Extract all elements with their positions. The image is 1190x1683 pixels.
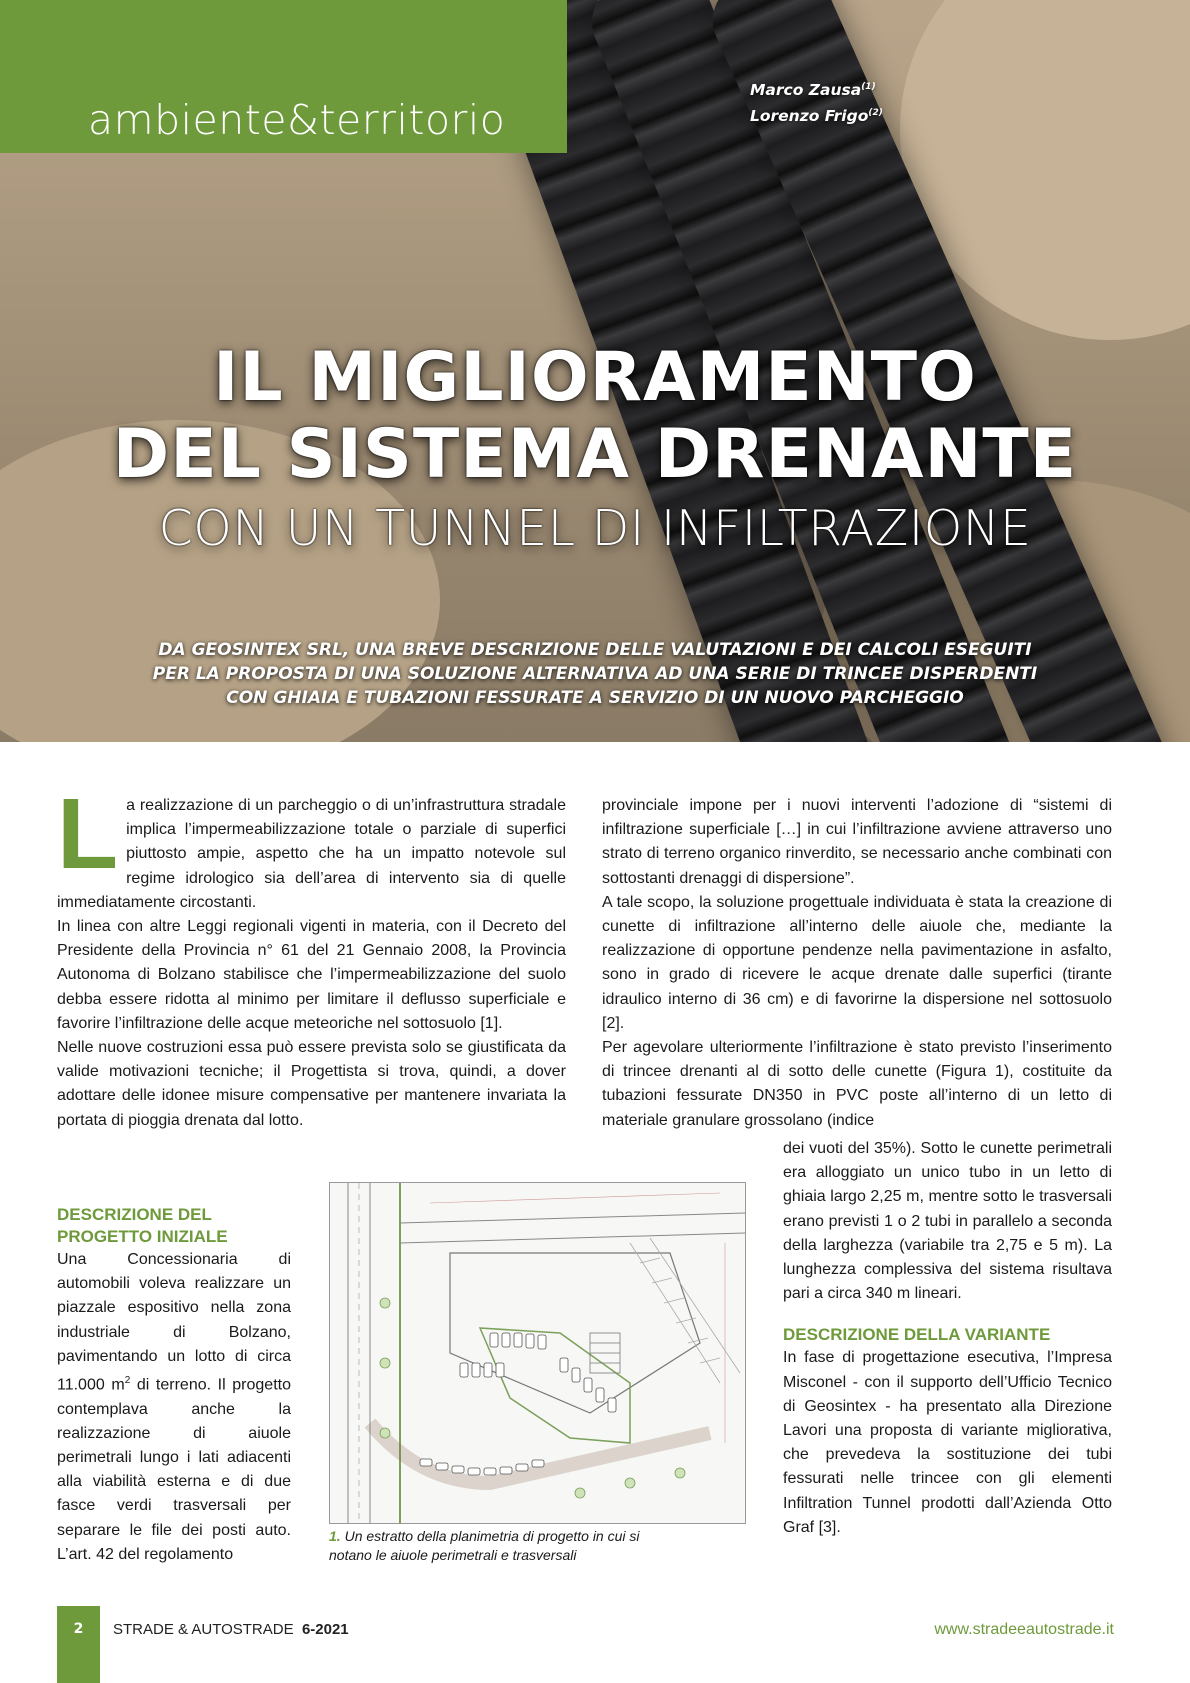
section-heading: DESCRIZIONE DEL PROGETTO INIZIALE <box>57 1205 228 1246</box>
magazine-name: STRADE & AUTOSTRADE 6-2021 <box>113 1621 349 1638</box>
article-column-1 <box>57 778 566 1133</box>
article-column-1-narrow <box>57 1204 291 1567</box>
drop-cap: L <box>57 778 119 890</box>
paragraph: In fase di progettazione esecutiva, l’Impresa Misconel - con il supporto dell’Ufficio Tecnico di Geosintex - ha presentato alla Direzione Lavori una proposta di variante migliorativa, che prevedeva la sostituzione dei tubi fessurati nelle trincee con gli elementi Infiltration Tunnel prodotti dall’Azienda Otto Graf [3]. <box>783 1349 1112 1536</box>
section-name: ambiente&territorio <box>88 96 506 144</box>
article-column-2 <box>602 794 1112 1133</box>
figure-caption: 1. Un estratto della planimetria di progetto in cui si notano le aiuole perimetrali e trasversali <box>329 1528 640 1563</box>
title-line-3: CON UN TUNNEL DI INFILTRAZIONE <box>158 500 1032 557</box>
hero-photo <box>0 0 1190 742</box>
site-plan-figure <box>329 1182 746 1524</box>
website-link[interactable]: www.stradeeautostrade.it <box>934 1621 1114 1638</box>
page-number: 2 <box>73 1621 84 1637</box>
paragraph: a realizzazione di un parcheggio o di un’infrastruttura stradale implica l’impermeabilizzazione totale o parziale di superfici piuttosto ampie, aspetto che ha un impatto notevole sul regime idrologico sia dell’area di intervento sia di quelle immediatamente circostanti. <box>57 797 566 911</box>
paragraph: In linea con altre Leggi regionali vigenti in materia, con il Decreto del Presidente della Provincia n° 61 del 21 Gennaio 2008, la Provincia Autonoma di Bolzano stabilisce che l’impermeabilizzazione del suolo debba essere ridotta al minimo per limitare il deflusso superficiale e favorire l’infiltrazione delle acque meteoriche nel sottosuolo [1]. <box>57 918 566 1032</box>
author: Marco Zausa$^{(1)}$ <box>750 81 876 100</box>
authors <box>750 76 883 128</box>
lead-paragraph: DA GEOSINTEX SRL, UNA BREVE DESCRIZIONE DELLE VALUTAZIONI E DEI CALCOLI ESEGUITI PER LA PROPOSTA DI UNA SOLUZIONE ALTERNATIVA AD UNA SERIE DI TRINCEE DISPERDENTI CON GHIAIA E TUBAZIONI FESSURATE A SERVIZIO DI UN NUOVO PARCHEGGIO <box>152 640 1038 708</box>
paragraph: A tale scopo, la soluzione progettuale individuata è stata la creazione di cunette di infiltrazione all’interno delle aiuole che, mediante la realizzazione di opportune pendenze nella pavimentazione in asfalto, sono in grado di ricevere le acque drenate dalle superfici (tirante idraulico interno di 36 cm) e di favorirne la dispersione nel sottosuolo [2]. <box>602 893 1112 1032</box>
article-column-3 <box>783 1137 1112 1540</box>
title-line-1: IL MIGLIORAMENTO <box>213 338 977 417</box>
author: Lorenzo Frigo$^{(2)}$ <box>750 107 883 126</box>
paragraph: provinciale impone per i nuovi interventi l’adozione di “sistemi di infiltrazione superficiale […] in cui l’infiltrazione avviene attraverso uno strato di terreno organico rinverdito, se necessario anche combinati con sottostanti drenaggi di dispersione”. <box>602 797 1112 887</box>
title-line-2: DEL SISTEMA DRENANTE <box>112 415 1078 494</box>
paragraph: Per agevolare ulteriormente l’infiltrazione è stato previsto l’inserimento di trincee drenanti al di sotto delle cunette (Figura 1), costituite da tubazioni fessurate DN350 in PVC poste all’interno di un letto di materiale granulare grossolano (indice <box>602 1039 1112 1129</box>
section-tag <box>0 0 567 153</box>
site-plan-drawing <box>330 1183 745 1523</box>
paragraph: dei vuoti del 35%). Sotto le cunette perimetrali era alloggiato un unico tubo in un letto di ghiaia largo 2,25 m, mentre sotto le trasversali erano previsti 1 o 2 tubi in parallelo a seconda della larghezza (variabile tra 2,75 e 5 m). La lunghezza complessiva del sistema risultava pari a circa 340 m lineari. <box>783 1140 1112 1303</box>
paragraph: Una Concessionaria di automobili voleva realizzare un piazzale espositivo nella zona industriale di Bolzano, pavimentando un lotto di circa 11.000 $m^2$ di terreno. Il progetto contemplava anche la realizzazione di aiuole perimetrali lungo i lati adiacenti alla viabilità esterna e di due fasce verdi trasversali per separare le file dei posti auto. L’art. 42 del regolamento <box>57 1251 291 1563</box>
section-heading: DESCRIZIONE DELLA VARIANTE <box>783 1325 1051 1345</box>
page-number-bar <box>57 1606 100 1683</box>
paragraph: Nelle nuove costruzioni essa può essere prevista solo se giustificata da valide motivazioni tecniche; il Progettista si trova, quindi, a dover adottare delle idonee misure compensative per mantenere invariata la portata di pioggia drenata dal lotto. <box>57 1039 566 1129</box>
